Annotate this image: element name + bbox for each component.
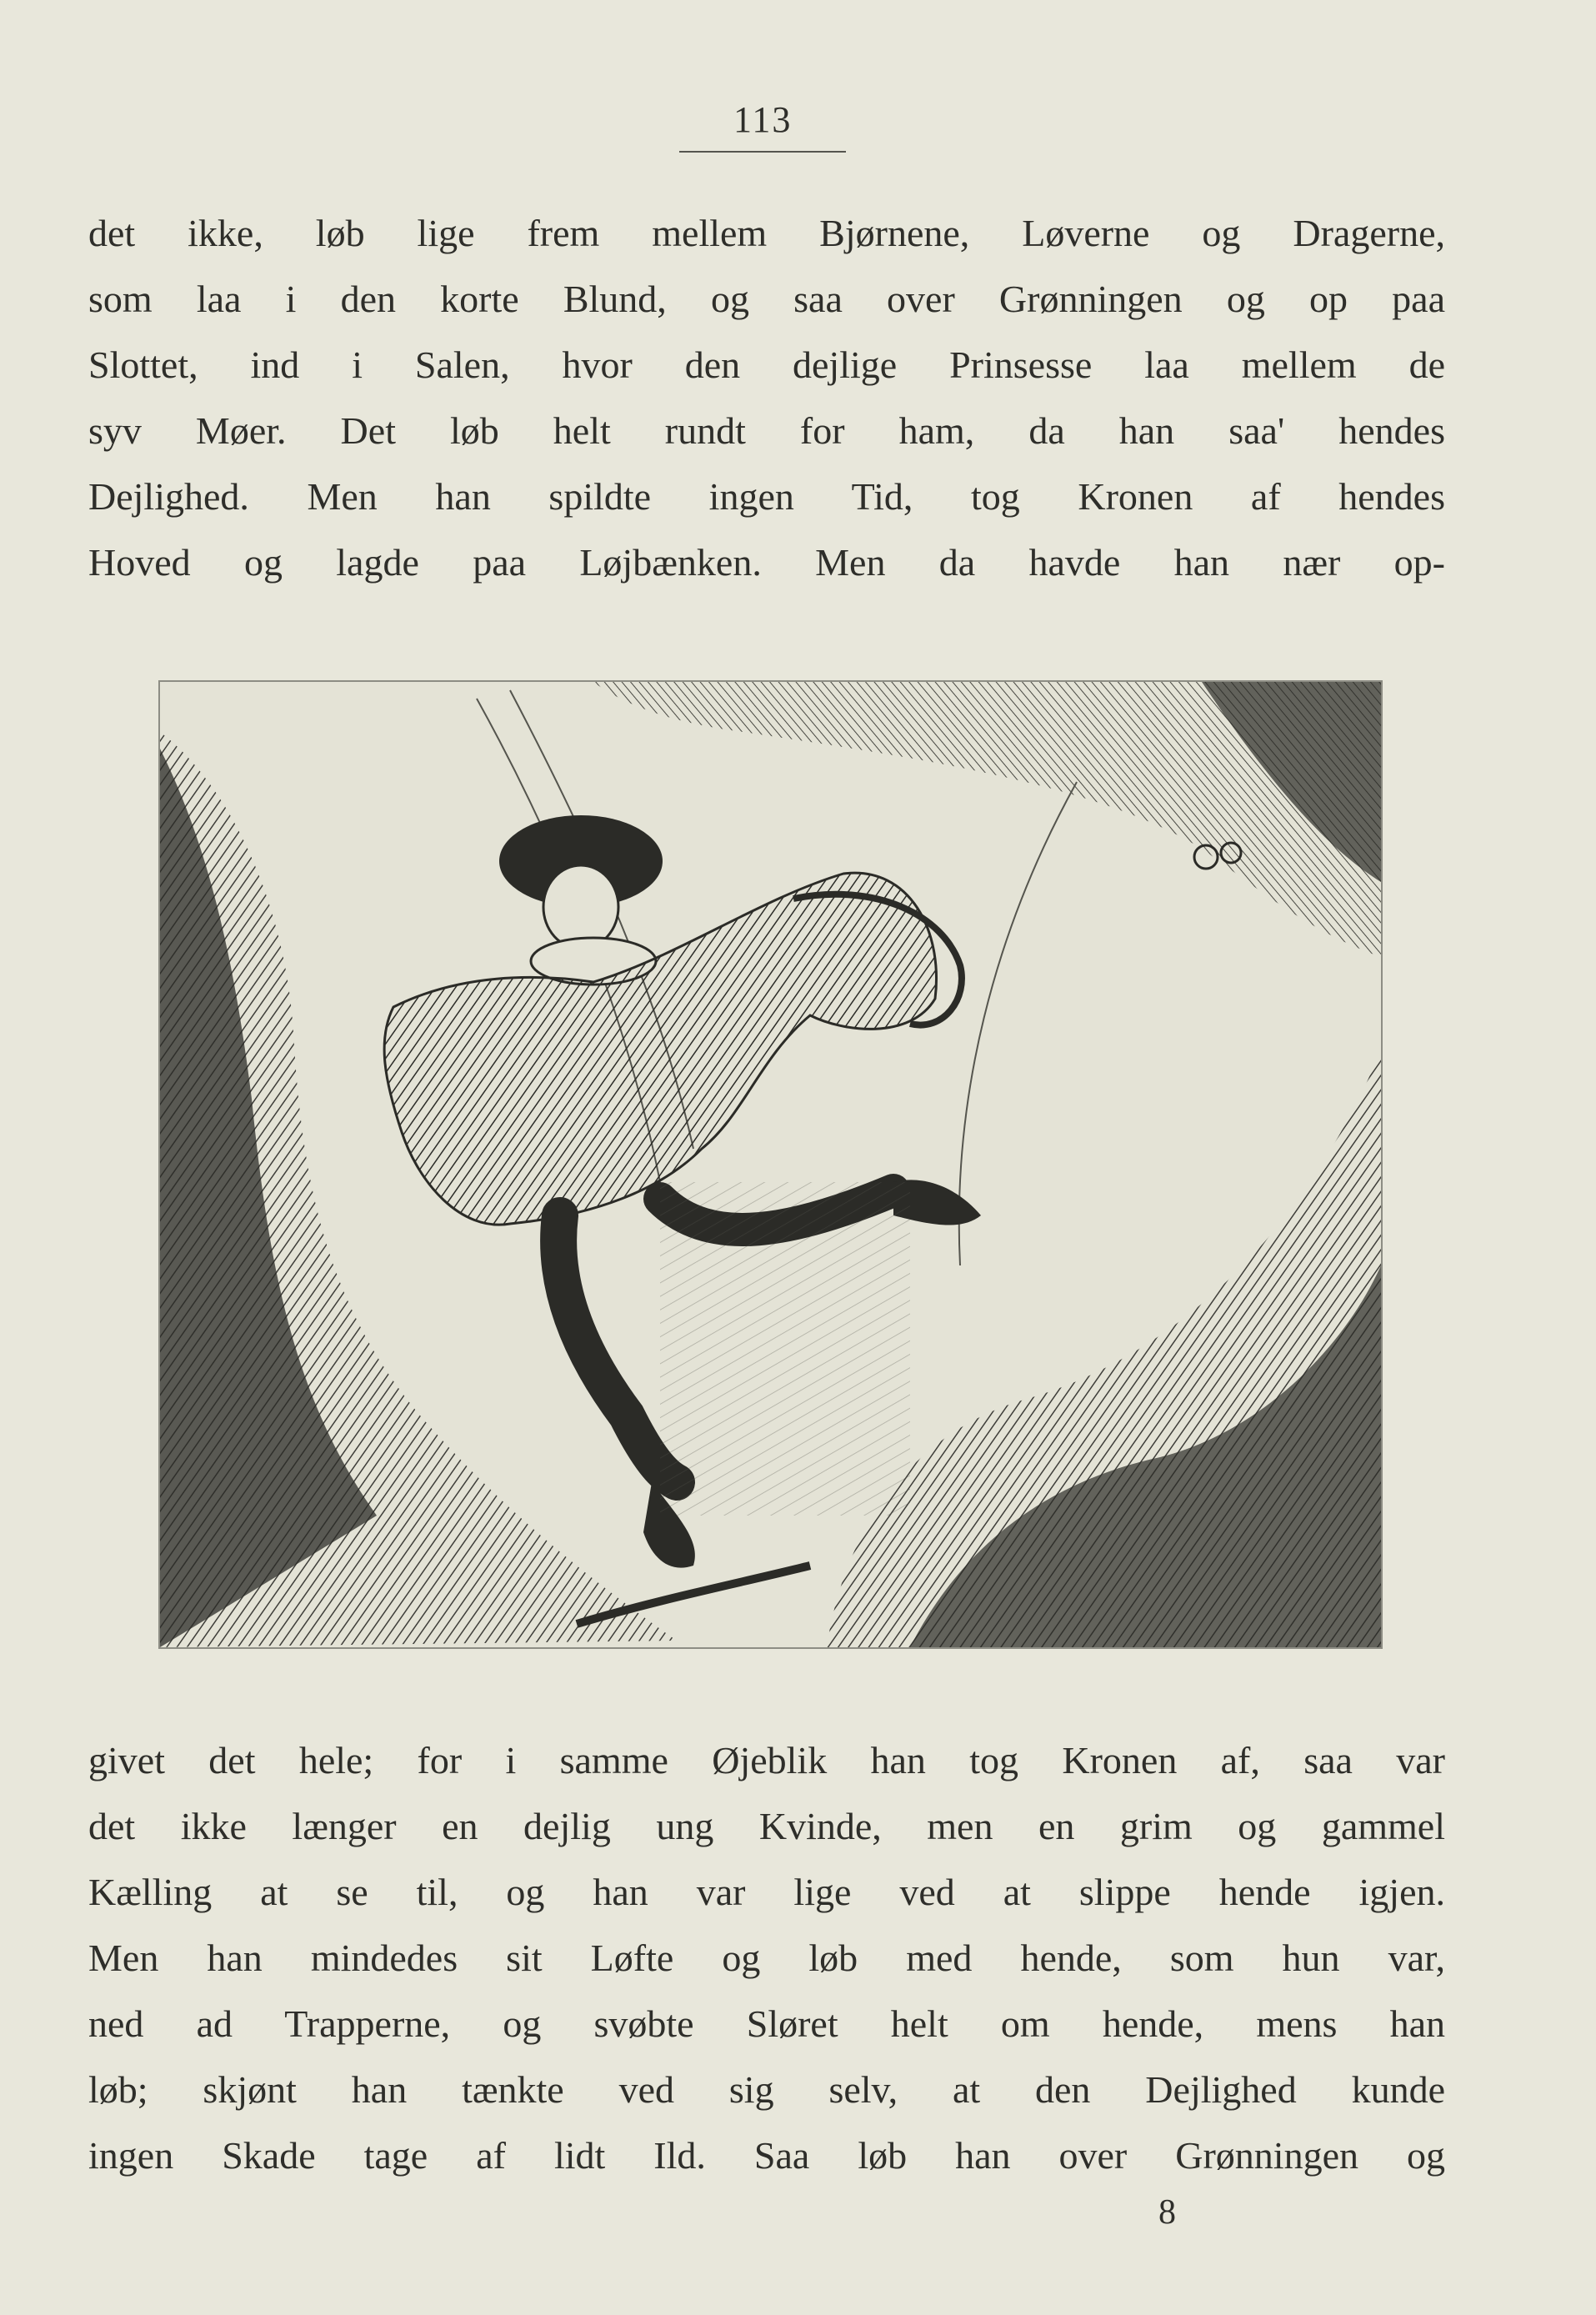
body-text-top	[88, 200, 1445, 595]
page-number: 113	[733, 99, 793, 140]
signature-mark: 8	[1158, 2193, 1176, 2232]
text-line: det ikke, løb lige frem mellem Bjørnene, Løverne og Dragerne,	[88, 212, 1445, 254]
text-line: løb; skjønt han tænkte ved sig selv, at den Dejlighed kunde	[88, 2068, 1445, 2111]
text-line: ingen Skade tage af lidt Ild. Saa løb han over Grønningen og	[88, 2134, 1445, 2177]
text-line: Slottet, ind i Salen, hvor den dejlige Prinsesse laa mellem de	[88, 343, 1445, 386]
text-line: Kælling at se til, og han var lige ved at slippe hende igjen.	[88, 1871, 1445, 1913]
text-line: Hoved og lagde paa Løjbænken. Men da havde han nær op-	[88, 541, 1445, 584]
text-line: som laa i den korte Blund, og saa over Grønningen og op paa	[88, 278, 1445, 320]
text-line: givet det hele; for i samme Øjeblik han tog Kronen af, saa var	[88, 1739, 1445, 1781]
page-number-rule	[679, 151, 846, 153]
illustration-running-prince	[158, 680, 1383, 1649]
text-line: Men han mindedes sit Løfte og løb med hende, som hun var,	[88, 1937, 1445, 1979]
text-line: ned ad Trapperne, og svøbte Sløret helt om hende, mens han	[88, 2002, 1445, 2045]
illustration-drawing	[160, 682, 1381, 1647]
text-line: syv Møer. Det løb helt rundt for ham, da han saa' hendes	[88, 409, 1445, 452]
body-text-bottom	[88, 1727, 1445, 2188]
text-line: det ikke længer en dejlig ung Kvinde, men en grim og gammel	[88, 1805, 1445, 1847]
text-line: Dejlighed. Men han spildte ingen Tid, tog Kronen af hendes	[88, 475, 1445, 518]
